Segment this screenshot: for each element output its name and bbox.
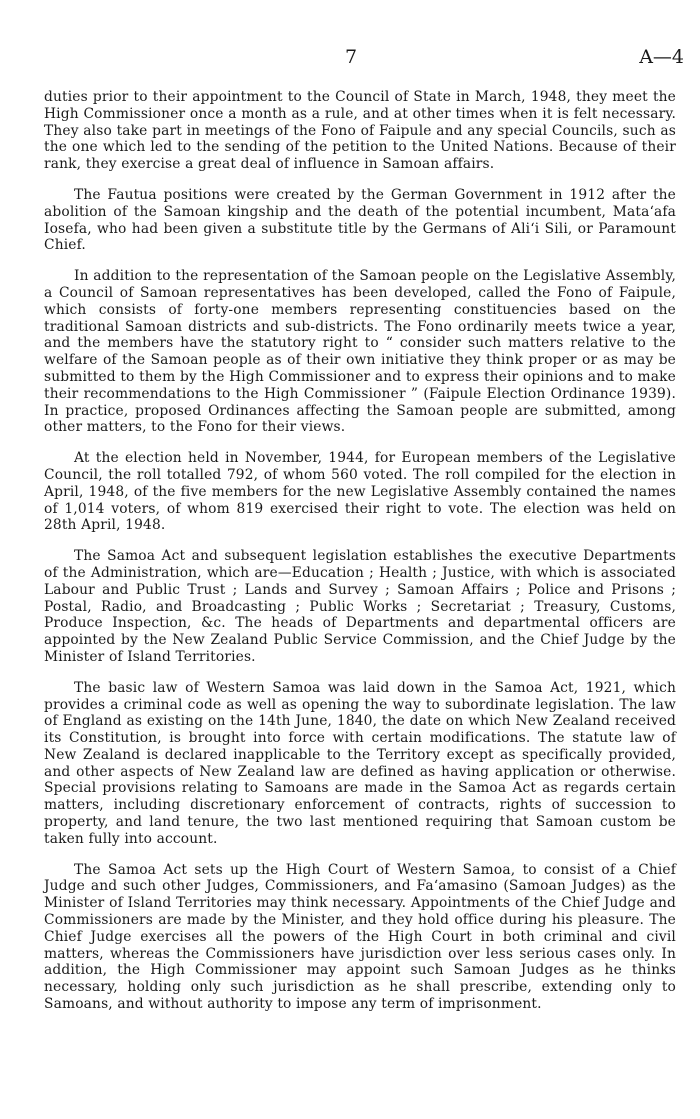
page-number: 7 — [344, 46, 358, 68]
paragraph-fautua-positions: The Fautua positions were created by the German Government in 1912 after the abolition of the Samoan kingship and the death of the potential incumbent, Mata‘afa Iosefa, who had been given a substitute title by the Germans of Ali‘i Sili, or Paramount Chief. — [44, 186, 676, 254]
paragraph-basic-law: The basic law of Western Samoa was laid down in the Samoa Act, 1921, which provides a criminal code as well as opening the way to subordinate legislation. The law of England as existing on the 14th June, 1840, the date on which New Zealand received its Constitution, is brought into force with certain modifications. The statute law of New Zealand is declared inapplicable to the Territory except as specifically provided, and other aspects of New Zealand law are defined as having application or otherwise. Special provisions relating to Samoans are made in the Samoa Act as regards certain matters, including discretionary enforcement of contracts, rights of succession to property, and land tenure, the two last mentioned requiring that Samoan custom be taken fully into account. — [44, 679, 676, 847]
document-reference: A—4 — [639, 46, 684, 68]
paragraph-executive-departments: The Samoa Act and subsequent legislation establishes the executive Departments of the Administration, which are—Education ; Health ; Justice, with which is associated Labour and Public Trust ; Lands and Survey ; Samoan Affairs ; Police and Prisons ; Postal, Radio, and Broadcasting ; Public Works ; Secretariat ; Treasury, Customs, Produce Inspection, &c. The heads of Departments and departmental officers are appointed by the New Zealand Public Service Commission, and the Chief Judge by the Minister of Island Territories. — [44, 548, 676, 665]
paragraph-election: At the election held in November, 1944, for European members of the Legislative Council, the roll totalled 792, of whom 560 voted. The roll compiled for the election in April, 1948, of the five members for the new Legislative Assembly contained the names of 1,014 voters, of whom 819 exercised their right to vote. The election was held on 28th April, 1948. — [44, 450, 676, 534]
paragraph-continued: duties prior to their appointment to the Council of State in March, 1948, they meet the High Commissioner once a month as a rule, and at other times when it is felt necessary. They also take part in meetings of the Fono of Faipule and any special Councils, such as the one which led to the sending of the petition to the United Nations. Because of their rank, they exercise a great deal of influence in Samoan affairs. — [44, 89, 676, 173]
body-text — [44, 89, 676, 1027]
paragraph-high-court: The Samoa Act sets up the High Court of Western Samoa, to consist of a Chief Judge and such other Judges, Commissioners, and Fa‘amasino (Samoan Judges) as the Minister of Island Territories may think necessary. Appointments of the Chief Judge and Commissioners are made by the Minister, and they hold office during his pleasure. The Chief Judge exercises all the powers of the High Court in both criminal and civil matters, whereas the Commissioners have jurisdiction over less serious cases only. In addition, the High Commissioner may appoint such Samoan Judges as he thinks necessary, holding only such jurisdiction as he shall prescribe, extending only to Samoans, and without authority to impose any term of imprisonment. — [44, 861, 676, 1013]
paragraph-fono-of-faipule: In addition to the representation of the Samoan people on the Legislative Assembly, a Council of Samoan representatives has been developed, called the Fono of Faipule, which consists of forty-one members representing constituencies based on the traditional Samoan districts and sub-districts. The Fono ordinarily meets twice a year, and the members have the statutory right to “ consider such matters relative to the welfare of the Samoan people as of their own initiative they think proper or as may be submitted to them by the High Commissioner and to express their opinions and to make their recommendations to the High Commissioner ” (Faipule Election Ordinance 1939). In practice, proposed Ordinances affecting the Samoan people are submitted, among other matters, to the Fono for their views. — [44, 268, 676, 436]
